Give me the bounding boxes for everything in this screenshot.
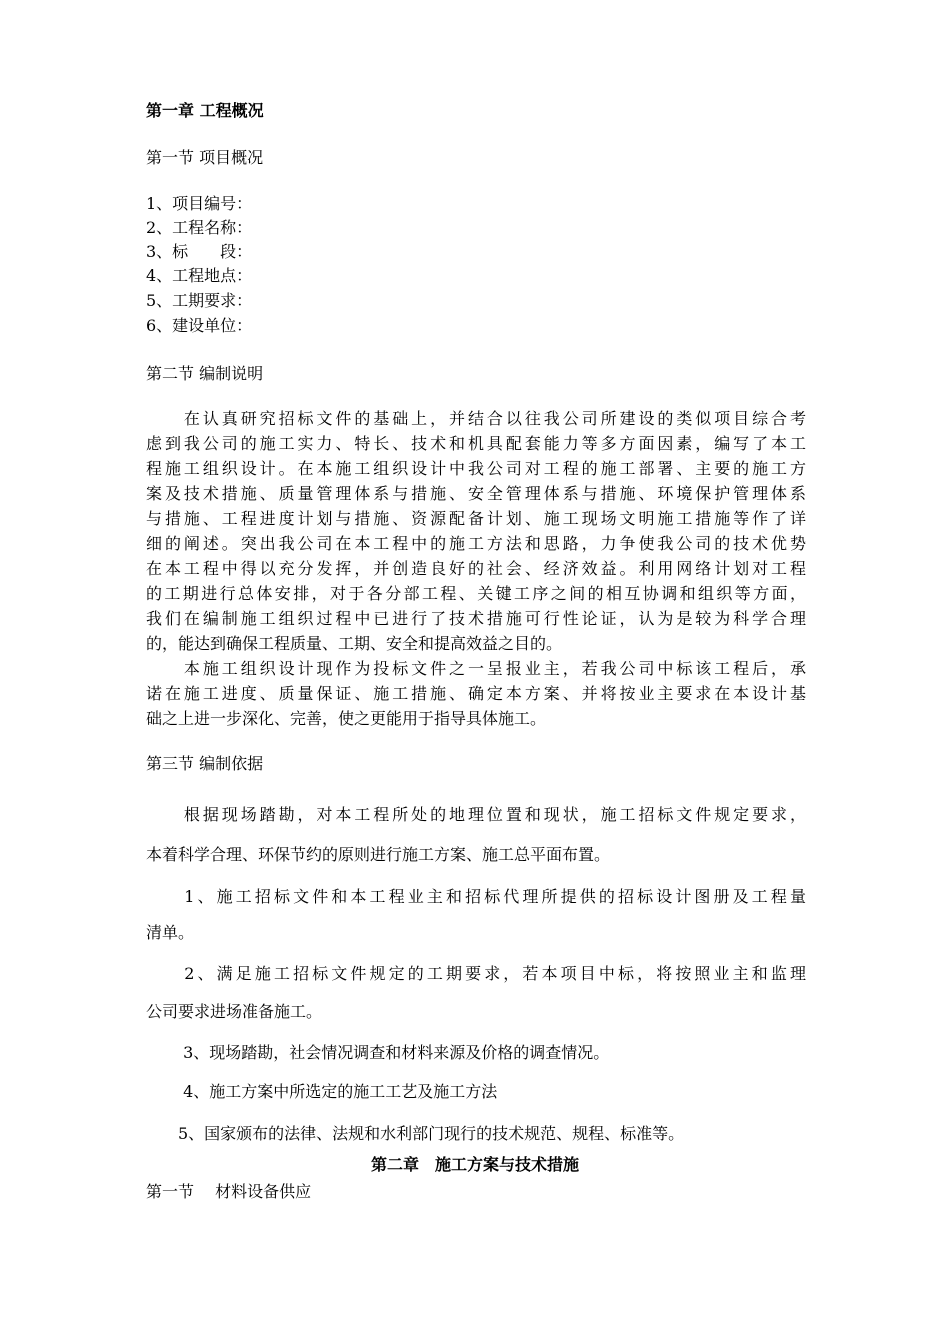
para1-line: 细的阐述。突出我公司在本工程中的施工方法和思路，力争使我公司的技术优势	[146, 534, 806, 553]
para1-line: 的工期进行总体安排，对于各分部工程、关键工序之间的相互协调和组织等方面，	[146, 584, 806, 603]
section-1-title: 第一节 项目概况	[146, 148, 264, 167]
basis-item-3: 3、现场踏勘，社会情况调查和材料来源及价格的调查情况。	[146, 1043, 610, 1062]
chapter-2-title: 第二章 施工方案与技术措施	[370, 1155, 579, 1174]
para1-line: 我们在编制施工组织过程中已进行了技术措施可行性论证，认为是较为科学合理	[146, 609, 806, 628]
project-item-1: 1、项目编号：	[146, 194, 253, 213]
section-3-title: 第三节 编制依据	[146, 754, 264, 773]
project-item-2: 2、工程名称：	[146, 218, 253, 237]
para1-line: 案及技术措施、质量管理体系与措施、安全管理体系与措施、环境保护管理体系	[146, 484, 806, 503]
basis-item-4: 4、施工方案中所选定的施工工艺及施工方法	[146, 1082, 498, 1101]
basis-item-2-line: 2、满足施工招标文件规定的工期要求，若本项目中标，将按照业主和监理	[146, 964, 806, 983]
basis-item-2-line-last: 公司要求进场准备施工。	[146, 1002, 323, 1021]
basis-intro-line-last: 本着科学合理、环保节约的原则进行施工方案、施工总平面布置。	[146, 845, 611, 864]
project-item-5: 5、工期要求：	[146, 291, 253, 310]
para1-line: 在认真研究招标文件的基础上，并结合以往我公司所建设的类似项目综合考	[146, 409, 806, 428]
para1-line: 虑到我公司的施工实力、特长、技术和机具配套能力等多方面因素，编写了本工	[146, 434, 806, 453]
project-item-6: 6、建设单位：	[146, 316, 253, 335]
para2-line: 诺在施工进度、质量保证、施工措施、确定本方案、并将按业主要求在本设计基	[146, 684, 806, 703]
project-item-3: 3、标 段：	[146, 242, 253, 261]
chapter-2-section-1-title: 第一节 材料设备供应	[146, 1182, 312, 1201]
basis-intro-line: 根据现场踏勘，对本工程所处的地理位置和现状，施工招标文件规定要求，	[146, 805, 806, 824]
project-item-4: 4、工程地点：	[146, 266, 253, 285]
para1-line: 与措施、工程进度计划与措施、资源配备计划、施工现场文明施工措施等作了详	[146, 509, 806, 528]
basis-item-1-line: 1、施工招标文件和本工程业主和招标代理所提供的招标设计图册及工程量	[146, 887, 806, 906]
basis-item-5: 5、国家颁布的法律、法规和水利部门现行的技术规范、规程、标准等。	[146, 1124, 685, 1143]
para2-line-last: 础之上进一步深化、完善，使之更能用于指导具体施工。	[146, 709, 547, 728]
section-2-title: 第二节 编制说明	[146, 364, 264, 383]
para2-line: 本施工组织设计现作为投标文件之一呈报业主，若我公司中标该工程后，承	[146, 659, 806, 678]
para1-line: 程施工组织设计。在本施工组织设计中我公司对工程的施工部署、主要的施工方	[146, 459, 806, 478]
basis-item-1-line-last: 清单。	[146, 923, 195, 942]
para1-line: 在本工程中得以充分发挥，并创造良好的社会、经济效益。利用网络计划对工程	[146, 559, 806, 578]
chapter-1-title: 第一章 工程概况	[146, 101, 264, 120]
para1-line-last: 的，能达到确保工程质量、工期、安全和提高效益之目的。	[146, 634, 563, 653]
